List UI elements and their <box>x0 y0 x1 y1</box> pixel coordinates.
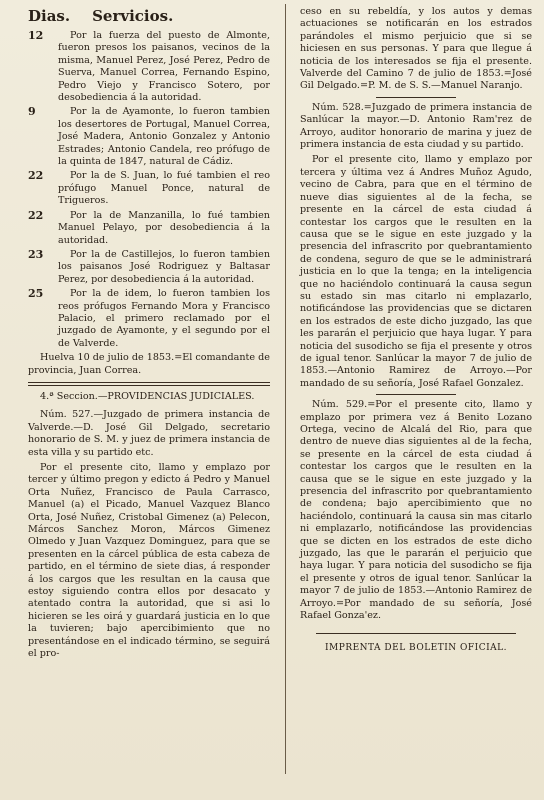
entry-day: 25 <box>28 287 44 301</box>
entry-text: Por la fuerza del puesto de Almonte, fueron presos los paisanos, vecinos de la misma, Manuel Perez, José Perez, Pedro de Suerva, Manuel Correa, Fernando Espino, Pedro Viejo y Francisco Sotero, por desobediencia á la autoridad. <box>58 30 270 104</box>
entry-text: Por la de S. Juan, lo fué tambien el reo prófugo Manuel Ponce, natural de Trigueros. <box>58 170 270 207</box>
entry-day: 22 <box>28 208 44 222</box>
entry-day: 9 <box>28 105 36 119</box>
left-column <box>28 6 270 664</box>
service-entry <box>28 288 270 350</box>
notice-divider <box>376 97 456 98</box>
entry-text: Por la de Manzanilla, lo fué tambien Manuel Pelayo, por desobediencia á la autoridad. <box>58 209 270 246</box>
right-column <box>300 6 532 654</box>
days-header: Dias. <box>28 7 71 25</box>
entry-day: 23 <box>28 247 44 261</box>
service-entry <box>28 249 270 286</box>
section-divider <box>28 382 270 386</box>
service-entry <box>28 170 270 207</box>
notice-paragraph: Por el presente cito, llamo y emplazo por tercer y último pregon y edicto á Pedro y Manuel Orta Nuñez, Francisco de Paula Carrasco, Manuel (a) el Picado, Manuel Vazquez Blanco Orta, José Nuñez, Cristobal Gimenez (a) Pelecon, Márcos Sanchez Moron, Márcos Gimenez Olmedo y Juan Vazquez Dominguez, para que se presenten en la cárcel pública de esta cabeza de partido, en el término de siete dias, á responder á los cargos que les resultan en la causa que estoy siguiendo contra ellos por desacato y atentado contra la autoridad, que si asi lo hicieren se les oirá y guardará justicia en lo que la tuvieren; bajo apercibimiento que no presentándose en el indicado término, se seguirá el pro- <box>28 462 270 660</box>
entry-text: Por la de Castillejos, lo fueron tambien los paisanos José Rodriguez y Baltasar Perez, por desobediencia á la autoridad. <box>58 248 270 285</box>
column-header <box>28 6 270 26</box>
notice-paragraph: Núm. 527.—Juzgado de primera instancia de Valverde.—D. José Gil Delgado, secretario honorario de S. M. y juez de primera instancia de esta villa y su partido etc. <box>28 409 270 458</box>
entry-day: 22 <box>28 169 44 183</box>
notice-divider <box>376 394 456 395</box>
notice-paragraph: ceso en su rebeldía, y los autos y demas actuaciones se notificarán en los estrados parándoles el mismo perjuicio que si se hiciesen en sus personas. Y para que llegue á noticia de los interesados se fija el presente. Valverde del Camino 7 de julio de 1853.=José Gil Delgado.=P. M. de S. S.—Manuel Naranjo. <box>300 6 532 92</box>
service-entry <box>28 210 270 247</box>
column-divider <box>285 4 286 774</box>
notice-paragraph: Núm. 528.=Juzgado de primera instancia de Sanlúcar la mayor.—D. Antonio Ram'rez de Arroyo, auditor honorario de marina y juez de primera instancia de esta ciudad y su partido. <box>300 101 532 151</box>
imprint-line: IMPRENTA DEL BOLETIN OFICIAL. <box>325 642 507 653</box>
closing-note: Huelva 10 de julio de 1853.=El comandante de provincia, Juan Correa. <box>28 352 270 376</box>
service-entry <box>28 30 270 104</box>
entry-text: Por la de Ayamonte, lo fueron tambien los desertores de Portugal, Manuel Correa, José Madera, Antonio Gonzalez y Antonio Estrades; Antonio Candela, reo prófugo de la quinta de 1847, natural de Cádiz. <box>58 106 270 168</box>
imprint-divider <box>316 633 516 634</box>
service-entry <box>28 106 270 168</box>
section-title: 4.ª Seccion.—PROVIDENCIAS JUDICIALES. <box>40 390 255 402</box>
entry-text: Por la de idem, lo fueron tambien los reos prófugos Fernando Mora y Francisco Palacio, el primero reclamado por el juzgado de Ayamonte, y el segundo por el de Valverde. <box>58 288 270 349</box>
notice-paragraph: Núm. 529.=Por el presente cito, llamo y emplazo por primera vez á Benito Lozano Ortega, vecino de Alcalá del Rio, para que dentro de nueve dias siguientes al de la fecha, se presente en la cárcel de esta ciudad á contestar los cargos que le resulten en la causa que se le sigue en este juzgado y la presencia del infrascrito por quebrantamiento de condena; bajo apercibimiento que no haciéndolo, continuará la causa sin mas citarlo ni emplazarlo, notificándose las providencias que se dicten en los estrados de este dicho juzgado, las que le pararán el perjuicio que haya lugar. Y para noticia del susodicho se fija el presente y otros de igual tenor. Sanlúcar la mayor 7 de julio de 1853.—Antonio Ramirez de Arroyo.=Por mandado de su señoría, José Rafael Gonza'ez. <box>300 399 532 622</box>
services-header: Servicios. <box>92 7 174 25</box>
entry-day: 12 <box>28 29 44 42</box>
notice-paragraph: Por el presente cito, llamo y emplazo por tercera y última vez á Andres Muñoz Agudo, vecino de Cabra, para que en el término de nueve dias siguientes al de la fecha, se presente en la cárcel de esta ciudad á contestar los cargos que le resulten en la causa que se le sigue en este juzgado y la presencia del infrascrito por quebrantamiento de condena, seguro de que se le administrará justicia en lo que la tenga; en la inteligencia que no haciéndolo continuará la causa segun su estado sin mas citarlo ni emplazarlo, notificándose las providencias que se dictaren en los estrados de este dicho juzgado, las que les pararán el perjuicio que haya lugar. Y para noticia del susodicho se fija el presente y otros de igual tenor. Sanlúcar la mayor 7 de julio de 1853.—Antonio Ramirez de Arroyo.—Por mandado de su señoría, José Rafael Gonzalez. <box>300 154 532 389</box>
